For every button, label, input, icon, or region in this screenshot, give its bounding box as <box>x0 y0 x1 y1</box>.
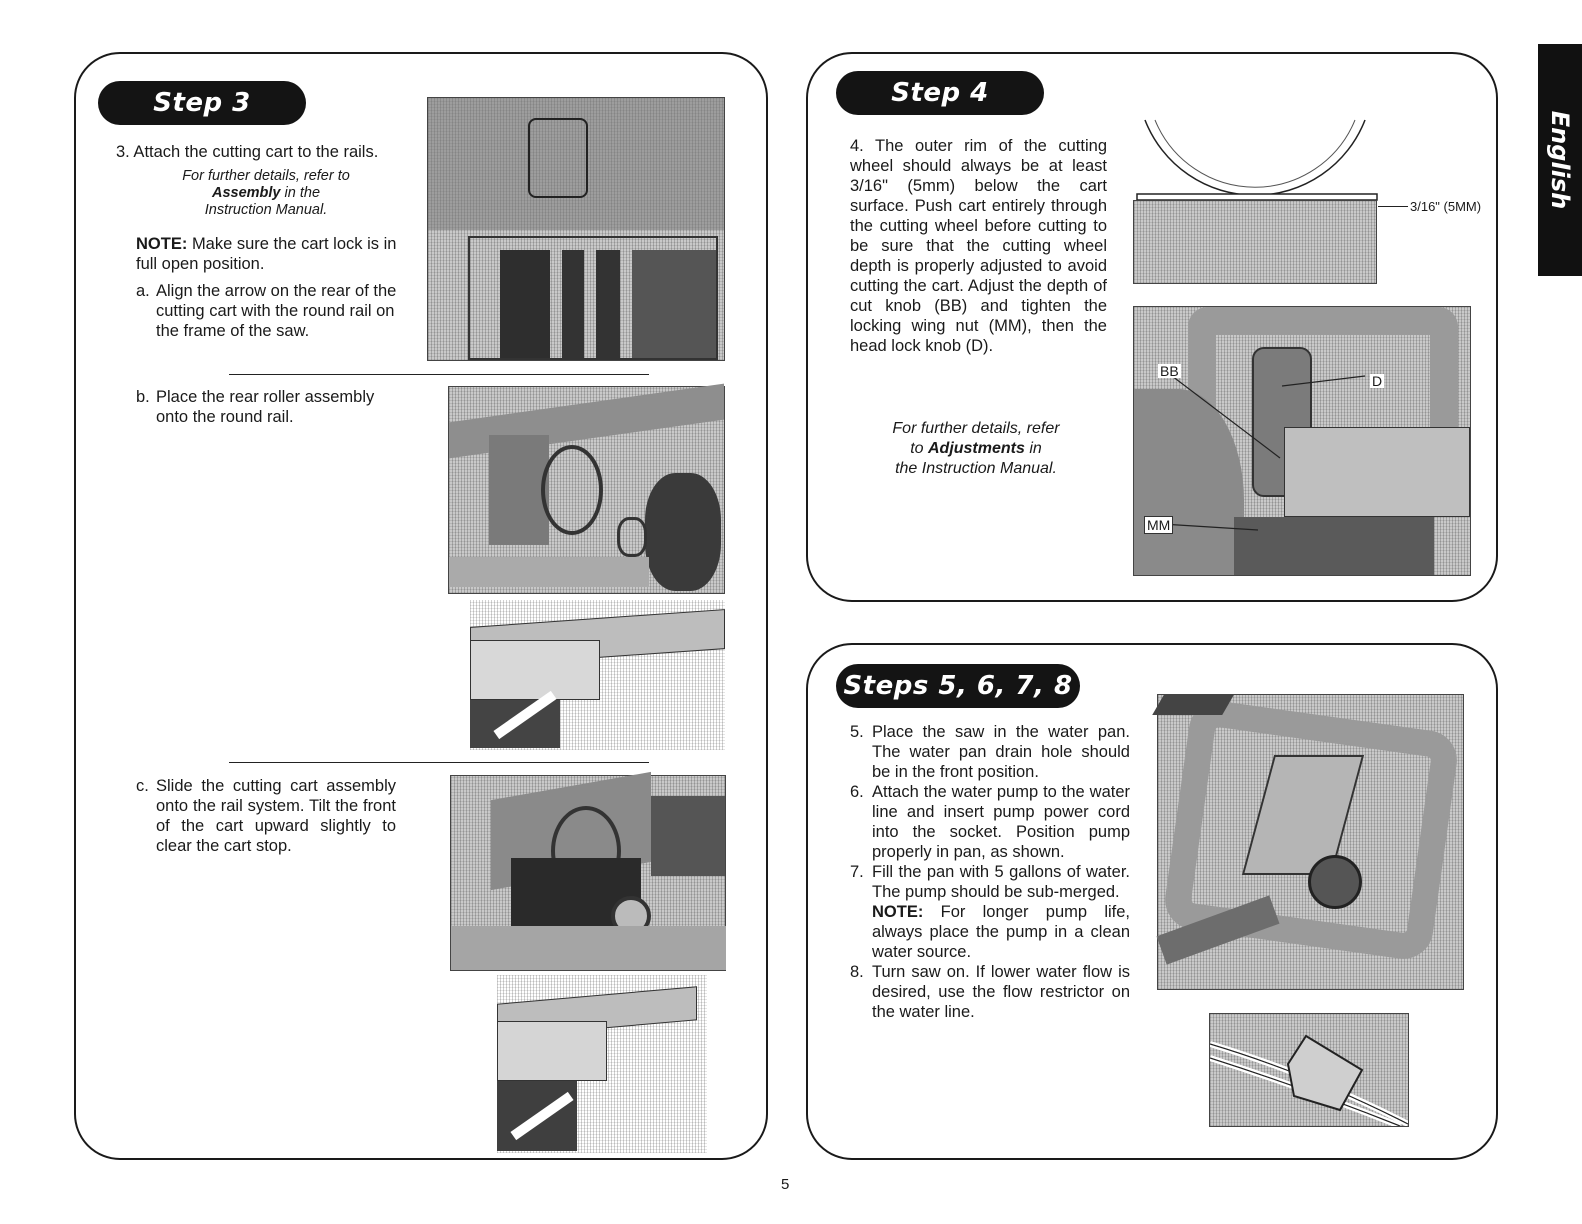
cutting-cart-rails-illustration <box>427 97 725 361</box>
step3-reference: For further details, refer to Assembly in the Instruction Manual. <box>182 168 350 218</box>
callout-lines <box>1130 300 1530 600</box>
label-bb: BB <box>1160 363 1179 379</box>
label-d: D <box>1372 373 1383 389</box>
step3-substep-b: b. Place the rear roller assembly onto the round rail. <box>136 388 375 426</box>
steps5to8-title: Steps 5, 6, 7, 8 <box>836 664 1080 708</box>
step3-note: NOTE: Make sure the cart lock is in full open position. <box>136 235 397 273</box>
rear-roller-assembly-illustration <box>448 386 725 594</box>
step5-item: 5. Place the saw in the water pan. The water pan drain hole should be in the front position. <box>850 723 1130 781</box>
water-line-curve <box>1210 1014 1408 1126</box>
step3-divider-2 <box>229 762 649 763</box>
steps5to8-list <box>850 722 1130 1022</box>
step8-item: 8. Turn saw on. If lower water flow is desired, use the flow restrictor on the water line. <box>850 963 1130 1021</box>
step3-divider-1 <box>229 374 649 375</box>
dimension-leader-line <box>1378 206 1408 207</box>
cart-side-view-illustration-1 <box>470 600 725 750</box>
step7-item: 7. Fill the pan with 5 gallons of water. The pump should be sub-merged. NOTE: For longer pump life, always place the pump in a clean water source. <box>850 863 1130 961</box>
step3-substep-c: c. Slide the cutting cart assembly onto the rail system. Tilt the front of the cart upward slightly to clear the cart stop. <box>136 777 396 855</box>
dimension-label: 3/16" (5MM) <box>1410 199 1482 214</box>
step3-substep-a: a. Align the arrow on the rear of the cutting cart with the round rail on the frame of the saw. <box>136 282 397 340</box>
language-tab <box>1538 44 1582 276</box>
water-pan-illustration <box>1157 694 1464 990</box>
label-mm: MM <box>1144 516 1173 534</box>
page-number: 5 <box>781 1176 790 1193</box>
cart-surface-block <box>1133 200 1377 284</box>
step6-item: 6. Attach the water pump to the water line and insert pump power cord into the socket. Position pump properly in pan, as shown. <box>850 783 1130 861</box>
step4-text: 4. The outer rim of the cutting wheel should always be at least 3/16" (5mm) below the cart surface. Push cart entirely through the cutting wheel before cutting to be sure that the cutting wheel depth is properly adjusted to avoid cutting the cart. Adjust the depth of cut knob (BB) and tighten the locking wing nut (MM), then the head lock knob (D). <box>850 137 1107 355</box>
slide-cart-illustration <box>450 775 726 971</box>
language-tab-label: English <box>1546 110 1574 210</box>
step3-title: Step 3 <box>98 81 306 125</box>
cart-side-view-illustration-2 <box>497 975 707 1153</box>
step4-title: Step 4 <box>836 71 1044 115</box>
step3-item: 3. Attach the cutting cart to the rails. <box>116 143 379 161</box>
step4-reference: For further details, refer to Adjustments in the Instruction Manual. <box>892 420 1060 477</box>
wheel-depth-diagram <box>1133 118 1403 288</box>
flow-restrictor-illustration <box>1209 1013 1409 1127</box>
